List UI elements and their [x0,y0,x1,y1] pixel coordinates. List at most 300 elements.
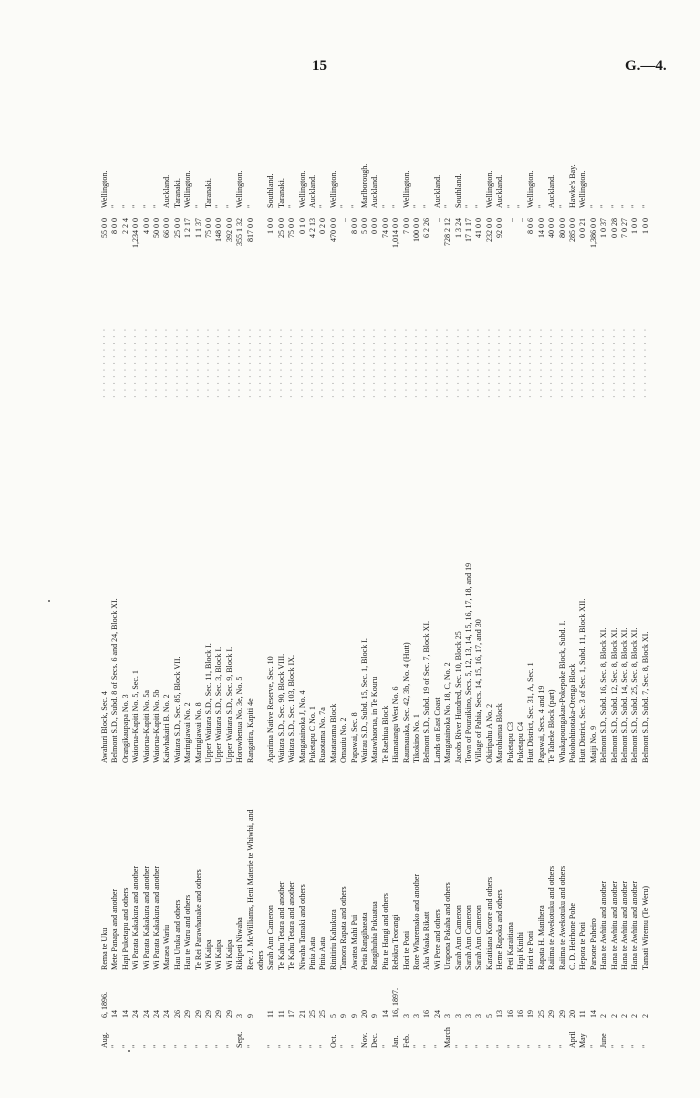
leader-dots: · · · · · · · · · · · [162,327,172,398]
office-cell: Auckland. [495,174,505,208]
leader-dots: · · · · · · · · · · · [578,327,588,398]
area-cell: 75 0 0 [204,218,213,238]
day-cell: 29 [214,1010,224,1018]
leader-dots: · · · · · · · · · · · [110,327,120,398]
table-row [142,108,151,1048]
leader-dots: · · · · · · · · · · · [640,327,650,398]
month-cell: " [640,1044,650,1048]
leader-dots: · · · · · · · · · · · [432,327,442,398]
month-cell: " [495,1044,505,1048]
land-cell: Te Raehiua Block [380,705,390,763]
leader-dots: · · · · · · · · · · · [214,327,224,398]
land-cell: Waiorua-Kapiti No. 5a [141,690,151,763]
land-cell: Mangatainoka No. 18, C, No. 2 [443,662,453,763]
day-cell: 14 [110,1010,120,1018]
name-cell: Te Rei Parawhanake and others [193,869,203,970]
land-cell: Papawai, Sec. 8 [349,712,359,763]
table-row [183,108,192,1048]
land-cell: Waitara S.D., Sec. 103, Block IX. [287,655,297,763]
area-cell: 4 2 13 [308,218,317,238]
leader-dots: · · · · · · · · · · · [297,327,307,398]
month-cell: " [297,1044,307,1048]
land-cell: Belmont S.D., Subd. 12, Sec. 8, Block XI. [609,627,619,763]
name-cell: Rebikra Teorangi [391,914,401,970]
leader-dots: · · · · · · · · · · · [120,327,130,398]
day-cell: 29 [547,1010,557,1018]
leader-dots: · · · · · · · · · · · [630,327,640,398]
land-cell: Puketapu C3 [505,721,515,763]
leader-dots: · · · · · · · · · · · [100,327,109,398]
month-cell: Dec. [370,1033,380,1048]
name-cell: Wi Parata Kakakura and another [152,865,161,970]
table-row [100,108,109,1048]
day-cell: 14 [380,1010,390,1018]
land-cell: Papawai, Secs. 4 and 19 [536,685,546,763]
table-row [370,108,379,1048]
name-cell: Raiima te Awekotuku and others [557,865,567,970]
name-cell: Aka Waaka Rikatt [422,911,432,970]
table-row [620,108,629,1048]
month-cell: " [131,1044,141,1048]
office-cell: Auckland. [547,174,557,208]
table-row [589,108,598,1048]
area-cell: 1,386 0 0 [588,218,598,248]
name-cell: Heme Rapoka and others [495,889,505,970]
area-cell: 17 1 17 [464,218,473,242]
day-cell: 16 [505,1010,515,1018]
day-cell: 3 [474,1014,484,1018]
area-cell: 1 2 17 [183,218,193,238]
office-cell: " [152,204,161,208]
day-cell: 25 [536,1010,546,1018]
land-cell: Hutt District, Sec. 3 of Sec. 1, Subd. 11, Block XII. [578,598,588,763]
land-cell: Mangatainoka J, No. 4 [297,690,307,763]
day-cell: 16 [422,1010,432,1018]
office-cell: Auckland. [162,174,172,208]
month-cell: " [474,1044,484,1048]
table-row [526,108,535,1048]
table-row [454,108,463,1048]
area-cell: 148 0 0 [214,218,224,242]
area-cell: .. [516,218,525,222]
area-cell: 0 0 28 [609,218,619,238]
leader-dots: · · · · · · · · · · · [443,327,453,398]
table-row [329,108,338,1048]
day-cell: 11 [276,1010,286,1018]
table-row [287,108,296,1048]
office-cell: " [609,204,619,208]
table-row [350,108,359,1048]
page-header [0,58,700,82]
leader-dots: · · · · · · · · · · · [526,327,536,398]
month-cell: Feb. [401,1034,411,1048]
land-cell: Kaiwhakairi B. No. 2 [162,694,172,763]
day-cell: 3 [453,1014,463,1018]
land-cell: Village of Pahia, Secs. 14, 15, 16, 17, and 30 [474,619,484,763]
land-cell: Upper Waitara S.D., Sec. 3, Block I. [214,646,224,763]
day-cell: 29 [557,1010,567,1018]
land-cell: Belmont S.D., Subd. 25, Sec. 8, Block XI. [630,627,640,763]
month-cell: " [214,1044,224,1048]
area-cell: 0 2 0 [318,218,328,234]
leader-dots: · · · · · · · · · · · [370,327,380,398]
month-cell: " [224,1044,234,1048]
name-cell: Hapi Puketapu and others [120,887,130,970]
area-cell: .. [339,218,349,222]
month-cell: " [609,1044,619,1048]
land-cell: Waiorua-Kapiti No. 5b [152,689,161,763]
name-cell: Wi Kaipa [224,939,234,970]
office-cell: Southland. [266,173,276,208]
area-cell: 0 0 0 [370,218,380,234]
land-cell: Puketapu C No. 1 [308,706,317,763]
area-cell: 0 1 0 [297,218,307,234]
name-cell: Hori te Poni [526,930,536,970]
name-cell: Te Kahu Tetara and another [276,881,286,970]
table-row [318,108,327,1048]
scan-speck [48,600,50,602]
day-cell: 9 [349,1014,359,1018]
name-cell: Raiima te Awekotuku and others [547,865,557,970]
table-row [204,108,213,1048]
day-cell: 9 [370,1014,380,1018]
area-cell: 7 0 27 [620,218,629,238]
leader-dots: · · · · · · · · · · · [172,327,182,398]
name-cell: Sarah Ann Cameron [453,905,463,970]
office-cell: Taranaki. [204,178,213,208]
area-cell: 232 0 0 [484,218,494,242]
area-cell: 1 0 0 [640,218,650,234]
land-cell: Te Taheke Block (part) [547,689,557,763]
leader-dots: · · · · · · · · · · · [224,327,234,398]
day-cell: 29 [193,1010,203,1018]
area-cell: 6 2 26 [422,218,432,238]
name-cell: Mete Panapa and another [110,888,120,970]
land-cell: Waiorua-Kapiti No. 5, Sec. 1 [131,670,141,763]
day-cell: 29 [183,1010,193,1018]
area-cell: 1 1 37 [193,218,203,238]
name-cell: C. D. Heirhone Pohe [568,903,577,970]
office-cell: " [599,204,609,208]
name-cell: Te Kahu Tetara and another [287,881,297,970]
day-cell: 2 [599,1014,609,1018]
day-cell: 24 [432,1010,442,1018]
month-cell: " [380,1044,390,1048]
table-row [630,108,639,1048]
office-cell: " [640,204,650,208]
table-row [516,108,525,1048]
land-cell: Maringiawai No. 8 [193,702,203,763]
day-cell: 2 [620,1014,629,1018]
area-cell: 1 0 0 [630,218,640,234]
table-row [121,108,130,1048]
month-cell: Nov. [360,1032,369,1048]
table-row [308,108,317,1048]
month-cell: " [484,1044,494,1048]
name-cell: Awatea Mahi Pui [349,914,359,970]
area-cell: 75 0 0 [287,218,297,238]
leader-dots: · · · · · · · · · · · [505,327,515,398]
day-cell: 16, 1897. [391,988,401,1018]
land-cell: Jacobs River Hundred, Sec. 10, Block 25 [453,631,463,763]
leader-dots: · · · · · · · · · · · [235,327,245,398]
month-cell: " [308,1044,317,1048]
name-cell: Rore Wharemako and another [412,873,421,970]
day-cell: 19 [526,1010,536,1018]
day-cell: 3 [464,1014,473,1018]
area-cell: 14 0 0 [536,218,546,238]
leader-dots: · · · · · · · · · · · [276,327,286,398]
area-cell: 4 0 0 [141,218,151,234]
land-cell: Omauiu No. 2 [339,717,349,763]
office-cell: " [339,204,349,208]
office-cell: Auckland. [370,174,380,208]
leader-dots: · · · · · · · · · · · [141,327,151,398]
month-cell: " [120,1044,130,1048]
office-cell: " [443,204,453,208]
table-row [173,108,182,1048]
office-cell: " [474,204,484,208]
office-cell: Southland. [453,173,463,208]
leader-dots: · · · · · · · · · · · [557,327,567,398]
area-cell: 41 0 0 [474,218,484,238]
month-cell: " [464,1044,473,1048]
office-cell: Wellington. [183,170,193,208]
name-cell: Hori te Poni [401,930,411,970]
leader-dots: · · · · · · · · · · · [380,327,390,398]
area-cell: 8 0 6 [526,218,536,234]
office-cell: " [224,204,234,208]
land-cell: Belmont S.D., Subd. 8 of Secs. 6 and 24, Block XI. [110,598,120,763]
table-row [277,108,286,1048]
office-cell: Wellington. [526,170,536,208]
leader-dots: · · · · · · · · · · · [464,327,473,398]
office-cell: " [630,204,640,208]
day-cell: 5 [484,1014,494,1018]
paper-reference: G.—4. [625,58,667,74]
office-cell: " [588,204,598,208]
office-cell: Marlborough. [360,163,369,208]
name-cell: Wi Parata Kakakura and another [131,865,141,970]
month-cell: " [204,1044,213,1048]
name-cell: Peti Karaitiana [505,922,515,970]
table-row [246,108,255,1048]
name-cell: Rangihuhia Pukuatua [370,901,380,970]
land-cell: Orangikaupapa No. 3 [120,694,130,763]
month-cell: Sept. [235,1031,245,1048]
office-cell: " [110,204,120,208]
month-cell: " [110,1044,120,1048]
leader-dots: · · · · · · · · · · · [588,327,598,398]
land-cell: Matatarama Block [328,703,338,763]
land-cell: Belmont S.D., Subd. 16, Sec. 8, Block XI. [599,627,609,763]
office-cell: Taranaki. [276,178,286,208]
month-cell: " [547,1044,557,1048]
office-cell: " [412,204,421,208]
month-cell: Jan. [391,1035,401,1048]
table-row [235,108,244,1048]
leader-dots: · · · · · · · · · · · [328,327,338,398]
month-cell: May [578,1033,588,1048]
name-cell: Tamora Rapata and others [339,886,349,970]
table-row [214,108,223,1048]
area-cell: .. [432,218,442,222]
area-cell: 470 0 0 [328,218,338,242]
area-cell: 92 0 0 [495,218,505,238]
day-cell: 29 [204,1010,213,1018]
name-cell: Urapona Pakaha and others [443,882,453,970]
office-cell: " [557,204,567,208]
rotated-land-table [100,108,680,1048]
leader-dots: · · · · · · · · · · · [412,327,421,398]
land-cell: Aparima Native Reserve, Sec. 10 [266,656,276,763]
day-cell: 6, 1896. [100,992,109,1018]
area-cell: 5 0 0 [360,218,369,234]
day-cell: 2 [630,1014,640,1018]
leader-dots: · · · · · · · · · · · [620,327,629,398]
name-cell: Hana te Awhitu and another [599,880,609,970]
leader-dots: · · · · · · · · · · · [287,327,297,398]
month-cell: " [339,1044,349,1048]
name-cell: Hana te Awhitu and another [630,880,640,970]
name-cell: Sarah Ann Cameron [266,905,276,970]
day-cell: 20 [568,1010,577,1018]
land-cell: Pokohohinotaka-Orenga Block [568,663,577,763]
table-row [110,108,119,1048]
month-cell: " [505,1044,515,1048]
day-cell: 25 [318,1010,328,1018]
name-cell: Hau te Waru and others [183,894,193,970]
land-cell: Ruaotama No. 7a [318,707,328,763]
land-cell: Maringiawai No. 2 [183,702,193,763]
area-cell: 8 0 0 [349,218,359,234]
day-cell: 9 [245,1014,255,1018]
leader-dots: · · · · · · · · · · · [568,327,577,398]
name-cell: Hana te Awhitu and another [620,880,629,970]
land-cell: Belmont S.D., Subd. 7, Sec. 8, Block XI. [640,631,650,763]
area-cell: 1 0 37 [599,218,609,238]
leader-dots: · · · · · · · · · · · [391,327,401,398]
area-cell: 285 0 0 [568,218,577,242]
month-cell: " [620,1044,629,1048]
name-cell: others [256,950,265,970]
table-row [474,108,483,1048]
office-cell: " [193,204,203,208]
office-cell: " [464,204,473,208]
land-cell: Puketapu C4 [516,721,525,763]
office-cell: Taranaki. [172,178,182,208]
leader-dots: · · · · · · · · · · · [516,327,525,398]
area-cell: 74 0 0 [380,218,390,238]
land-cell: Waitara S.D., Sec. 90, Block VIII. [276,653,286,763]
table-row [599,108,608,1048]
month-cell: " [536,1044,546,1048]
area-cell: 1,014 0 0 [391,218,401,248]
area-cell: 50 0 0 [152,218,161,238]
area-cell: 8 0 0 [110,218,120,234]
name-cell: Wi Parata Kakakura and another [141,865,151,970]
area-cell: 80 0 0 [557,218,567,238]
name-cell: Hapi Kinihi [516,932,525,970]
day-cell: 24 [152,1010,161,1018]
month-cell: " [287,1044,297,1048]
day-cell: 16 [516,1010,525,1018]
name-cell: Niwaha Tamaki and others [297,884,307,970]
table-row [256,108,265,1048]
office-cell: Hawke's Bay. [568,164,577,208]
table-row [641,108,650,1048]
leader-dots: · · · · · · · · · · · [245,327,255,398]
land-cell: Upper Waitara S.D., Sec. 9, Block I. [224,646,234,763]
day-cell: 11 [266,1010,276,1018]
table-row [422,108,431,1048]
area-cell: .. [505,218,515,222]
leader-dots: · · · · · · · · · · · [495,327,505,398]
office-cell: Auckland. [432,174,442,208]
leader-dots: · · · · · · · · · · · [401,327,411,398]
name-cell: Hana te Awhitu and another [609,880,619,970]
leader-dots: · · · · · · · · · · · [204,327,213,398]
name-cell: Sarah Ann Cameron [464,905,473,970]
office-cell: Wellington. [235,170,245,208]
table-row [152,108,161,1048]
land-cell: Town of Pouraikino, Secs. 5, 12, 13, 14, 15, 16, 17, 18, and 19 [464,562,473,763]
table-row [485,108,494,1048]
table-row [381,108,390,1048]
month-cell: " [349,1044,359,1048]
land-cell: Lands on East Coast [432,697,442,763]
table-row [194,108,203,1048]
day-cell: 29 [224,1010,234,1018]
land-cell: Maiji No. 9 [588,725,598,763]
month-cell: " [276,1044,286,1048]
table-row [537,108,546,1048]
day-cell: 14 [588,1010,598,1018]
land-cell: Raumauaka, Sec. 42, 3b, No. 4 (Hutt) [401,642,411,763]
leader-dots: · · · · · · · · · · · [183,327,193,398]
day-cell: 24 [141,1010,151,1018]
table-row [433,108,442,1048]
table-row [402,108,411,1048]
table-row [495,108,504,1048]
area-cell: 355 1 32 [235,218,245,246]
day-cell: 17 [287,1010,297,1018]
office-cell: " [141,204,151,208]
name-cell: Rinitiriu Kahukura [328,909,338,970]
month-cell: " [422,1044,432,1048]
month-cell: " [432,1044,442,1048]
area-cell: 7 0 0 [401,218,411,234]
leader-dots: · · · · · · · · · · · [152,327,161,398]
day-cell: 3 [443,1014,453,1018]
month-cell: " [245,1044,255,1048]
area-cell: 1 3 24 [453,218,463,238]
area-cell: 817 0 0 [245,218,255,242]
table-row [131,108,140,1048]
day-cell: 9 [339,1014,349,1018]
name-cell: Parsone Paheiro [588,918,598,970]
area-cell: 0 0 21 [578,218,588,238]
leader-dots: · · · · · · · · · · · [609,327,619,398]
month-cell: Aug. [100,1032,109,1048]
office-cell: " [380,204,390,208]
leader-dots: · · · · · · · · · · · [131,327,141,398]
leader-dots: · · · · · · · · · · · [474,327,484,398]
land-cell: Horowhenua No. 3e, No. 5 [235,676,245,763]
area-cell: 1,234 0 0 [131,218,141,248]
area-cell: 40 0 0 [547,218,557,238]
month-cell: " [412,1044,421,1048]
